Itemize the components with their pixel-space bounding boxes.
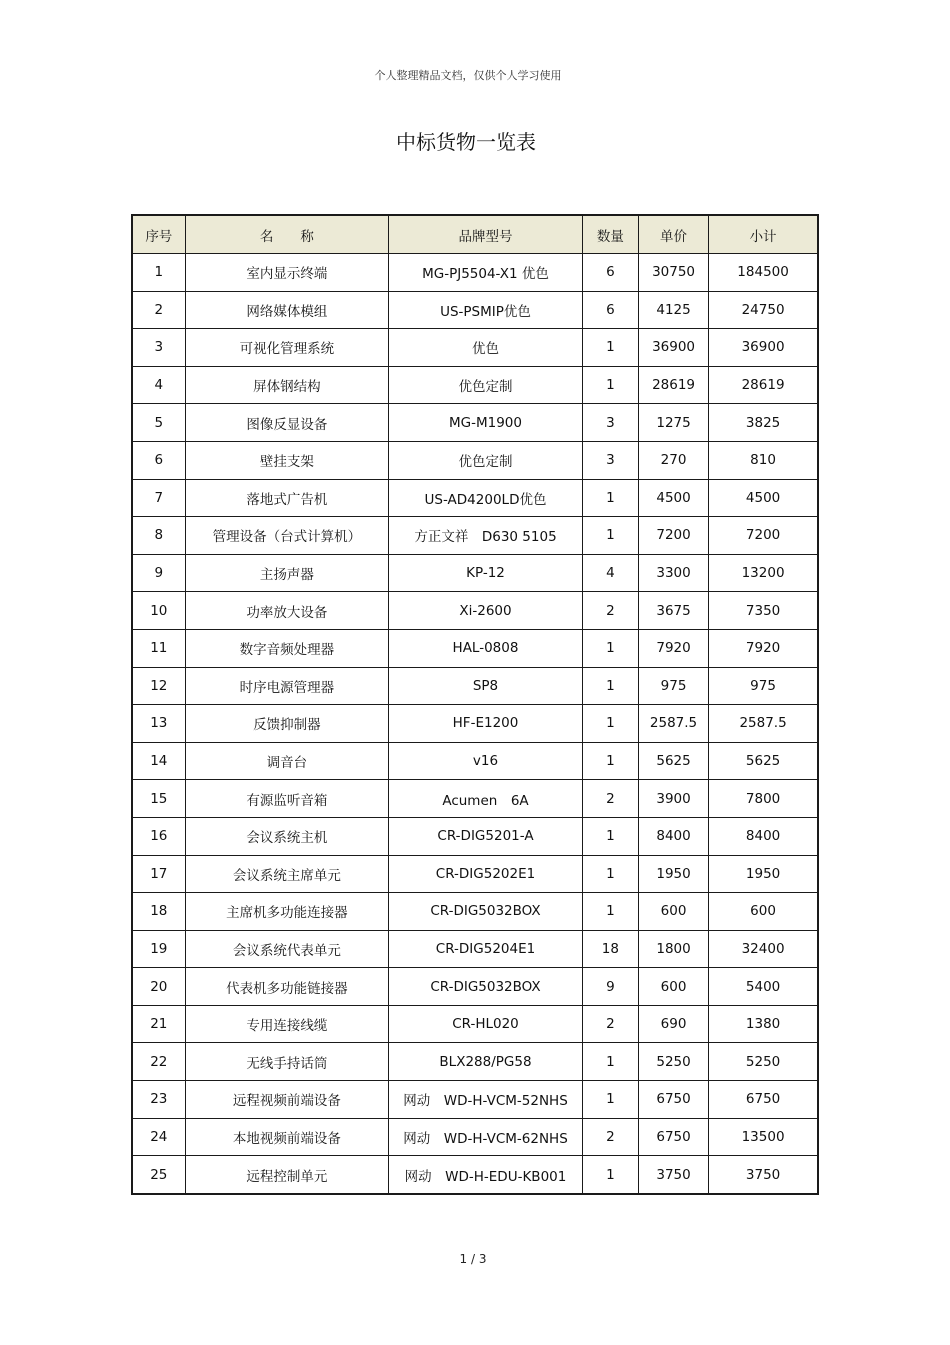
cell-name: 管理设备（台式计算机） — [185, 517, 389, 555]
cell-quantity: 1 — [582, 1043, 638, 1081]
cell-name: 无线手持话筒 — [185, 1043, 389, 1081]
cell-subtotal: 3825 — [709, 404, 818, 442]
cell-brand-model: HAL-0808 — [389, 629, 583, 667]
cell-name: 会议系统代表单元 — [185, 930, 389, 968]
cell-unit-price: 5250 — [638, 1043, 708, 1081]
cell-quantity: 1 — [582, 479, 638, 517]
cell-subtotal: 1380 — [709, 1005, 818, 1043]
header-brand-model: 品牌型号 — [389, 215, 583, 254]
table-row — [132, 366, 818, 404]
cell-subtotal: 24750 — [709, 291, 818, 329]
cell-quantity: 1 — [582, 855, 638, 893]
cell-unit-price: 6750 — [638, 1118, 708, 1156]
cell-serial-number: 18 — [132, 893, 185, 931]
cell-subtotal: 184500 — [709, 254, 818, 292]
cell-quantity: 3 — [582, 404, 638, 442]
cell-serial-number: 9 — [132, 554, 185, 592]
cell-unit-price: 600 — [638, 893, 708, 931]
cell-name: 壁挂支架 — [185, 441, 389, 479]
table-row — [132, 968, 818, 1006]
cell-unit-price: 5625 — [638, 742, 708, 780]
cell-brand-model: US-PSMIP优色 — [389, 291, 583, 329]
cell-serial-number: 5 — [132, 404, 185, 442]
cell-brand-model: v16 — [389, 742, 583, 780]
cell-subtotal: 7200 — [709, 517, 818, 555]
cell-serial-number: 6 — [132, 441, 185, 479]
cell-subtotal: 5625 — [709, 742, 818, 780]
cell-quantity: 1 — [582, 1156, 638, 1194]
cell-name: 图像反显设备 — [185, 404, 389, 442]
cell-brand-model: Acumen 6A — [389, 780, 583, 818]
cell-quantity: 1 — [582, 517, 638, 555]
cell-brand-model: Xi-2600 — [389, 592, 583, 630]
cell-name: 主席机多功能连接器 — [185, 893, 389, 931]
cell-serial-number: 14 — [132, 742, 185, 780]
header-quantity: 数量 — [582, 215, 638, 254]
cell-unit-price: 2587.5 — [638, 705, 708, 743]
table-row — [132, 893, 818, 931]
table-row — [132, 1156, 818, 1194]
table-row — [132, 254, 818, 292]
cell-name: 调音台 — [185, 742, 389, 780]
cell-brand-model: 优色定制 — [389, 441, 583, 479]
cell-brand-model: KP-12 — [389, 554, 583, 592]
cell-brand-model: CR-HL020 — [389, 1005, 583, 1043]
cell-quantity: 1 — [582, 629, 638, 667]
cell-unit-price: 8400 — [638, 817, 708, 855]
cell-subtotal: 13500 — [709, 1118, 818, 1156]
cell-name: 可视化管理系统 — [185, 329, 389, 367]
cell-unit-price: 7920 — [638, 629, 708, 667]
cell-serial-number: 13 — [132, 705, 185, 743]
cell-name: 功率放大设备 — [185, 592, 389, 630]
table-row — [132, 817, 818, 855]
cell-brand-model: US-AD4200LD优色 — [389, 479, 583, 517]
table-row — [132, 930, 818, 968]
cell-quantity: 1 — [582, 705, 638, 743]
cell-serial-number: 4 — [132, 366, 185, 404]
cell-brand-model: 方正文祥 D630 5105 — [389, 517, 583, 555]
cell-serial-number: 3 — [132, 329, 185, 367]
cell-serial-number: 11 — [132, 629, 185, 667]
cell-name: 屏体钢结构 — [185, 366, 389, 404]
cell-serial-number: 10 — [132, 592, 185, 630]
header-subtotal: 小计 — [709, 215, 818, 254]
cell-subtotal: 5250 — [709, 1043, 818, 1081]
cell-name: 时序电源管理器 — [185, 667, 389, 705]
cell-unit-price: 6750 — [638, 1081, 708, 1119]
cell-quantity: 1 — [582, 742, 638, 780]
cell-name: 代表机多功能链接器 — [185, 968, 389, 1006]
table-row — [132, 291, 818, 329]
cell-subtotal: 6750 — [709, 1081, 818, 1119]
cell-subtotal: 3750 — [709, 1156, 818, 1194]
cell-brand-model: 网动 WD-H-EDU-KB001 — [389, 1156, 583, 1194]
table-row — [132, 441, 818, 479]
cell-serial-number: 20 — [132, 968, 185, 1006]
cell-serial-number: 15 — [132, 780, 185, 818]
page-number: 1 / 3 — [459, 1252, 487, 1266]
cell-brand-model: SP8 — [389, 667, 583, 705]
cell-brand-model: CR-DIG5204E1 — [389, 930, 583, 968]
cell-name: 主扬声器 — [185, 554, 389, 592]
table-row — [132, 1081, 818, 1119]
cell-quantity: 1 — [582, 667, 638, 705]
table-row — [132, 517, 818, 555]
cell-subtotal: 7920 — [709, 629, 818, 667]
table-row — [132, 667, 818, 705]
table-row — [132, 742, 818, 780]
cell-quantity: 18 — [582, 930, 638, 968]
cell-serial-number: 8 — [132, 517, 185, 555]
cell-name: 会议系统主席单元 — [185, 855, 389, 893]
cell-serial-number: 17 — [132, 855, 185, 893]
cell-name: 专用连接线缆 — [185, 1005, 389, 1043]
cell-unit-price: 1950 — [638, 855, 708, 893]
cell-serial-number: 21 — [132, 1005, 185, 1043]
cell-name: 远程控制单元 — [185, 1156, 389, 1194]
table-row — [132, 1043, 818, 1081]
cell-unit-price: 1275 — [638, 404, 708, 442]
cell-quantity: 1 — [582, 329, 638, 367]
cell-name: 有源监听音箱 — [185, 780, 389, 818]
cell-subtotal: 810 — [709, 441, 818, 479]
table-row — [132, 629, 818, 667]
cell-name: 数字音频处理器 — [185, 629, 389, 667]
cell-unit-price: 4500 — [638, 479, 708, 517]
cell-brand-model: CR-DIG5032BOX — [389, 968, 583, 1006]
cell-subtotal: 5400 — [709, 968, 818, 1006]
cell-name: 网络媒体模组 — [185, 291, 389, 329]
cell-subtotal: 2587.5 — [709, 705, 818, 743]
table-row — [132, 329, 818, 367]
cell-quantity: 1 — [582, 1081, 638, 1119]
cell-quantity: 1 — [582, 893, 638, 931]
header-serial-number: 序号 — [132, 215, 185, 254]
cell-unit-price: 28619 — [638, 366, 708, 404]
cell-serial-number: 1 — [132, 254, 185, 292]
cell-serial-number: 23 — [132, 1081, 185, 1119]
cell-brand-model: HF-E1200 — [389, 705, 583, 743]
cell-subtotal: 36900 — [709, 329, 818, 367]
cell-subtotal: 600 — [709, 893, 818, 931]
goods-table — [131, 214, 819, 1195]
cell-quantity: 1 — [582, 817, 638, 855]
cell-name: 本地视频前端设备 — [185, 1118, 389, 1156]
cell-brand-model: MG-M1900 — [389, 404, 583, 442]
cell-serial-number: 19 — [132, 930, 185, 968]
cell-unit-price: 1800 — [638, 930, 708, 968]
cell-serial-number: 24 — [132, 1118, 185, 1156]
header-row — [132, 215, 818, 254]
cell-brand-model: 优色定制 — [389, 366, 583, 404]
cell-subtotal: 28619 — [709, 366, 818, 404]
cell-serial-number: 2 — [132, 291, 185, 329]
header-unit-price: 单价 — [638, 215, 708, 254]
cell-serial-number: 16 — [132, 817, 185, 855]
cell-brand-model: BLX288/PG58 — [389, 1043, 583, 1081]
table-row — [132, 1005, 818, 1043]
cell-serial-number: 7 — [132, 479, 185, 517]
cell-subtotal: 13200 — [709, 554, 818, 592]
table-row — [132, 780, 818, 818]
header-note: 个人整理精品文档，仅供个人学习使用 — [374, 69, 562, 82]
cell-unit-price: 270 — [638, 441, 708, 479]
cell-unit-price: 690 — [638, 1005, 708, 1043]
cell-subtotal: 7350 — [709, 592, 818, 630]
cell-quantity: 2 — [582, 1118, 638, 1156]
cell-subtotal: 1950 — [709, 855, 818, 893]
cell-unit-price: 3300 — [638, 554, 708, 592]
cell-brand-model: CR-DIG5201-A — [389, 817, 583, 855]
table-row — [132, 1118, 818, 1156]
cell-unit-price: 3900 — [638, 780, 708, 818]
table-row — [132, 554, 818, 592]
cell-quantity: 3 — [582, 441, 638, 479]
cell-unit-price: 30750 — [638, 254, 708, 292]
table-body — [132, 254, 818, 1194]
cell-brand-model: 优色 — [389, 329, 583, 367]
cell-quantity: 1 — [582, 366, 638, 404]
cell-name: 会议系统主机 — [185, 817, 389, 855]
table-row — [132, 404, 818, 442]
cell-quantity: 2 — [582, 592, 638, 630]
cell-name: 室内显示终端 — [185, 254, 389, 292]
cell-unit-price: 3750 — [638, 1156, 708, 1194]
cell-brand-model: MG-PJ5504-X1 优色 — [389, 254, 583, 292]
table-row — [132, 855, 818, 893]
cell-subtotal: 7800 — [709, 780, 818, 818]
cell-quantity: 6 — [582, 291, 638, 329]
table-row — [132, 479, 818, 517]
cell-quantity: 2 — [582, 780, 638, 818]
cell-subtotal: 4500 — [709, 479, 818, 517]
cell-unit-price: 3675 — [638, 592, 708, 630]
cell-subtotal: 8400 — [709, 817, 818, 855]
cell-name: 反馈抑制器 — [185, 705, 389, 743]
table-header — [132, 215, 818, 254]
document-title: 中标货物一览表 — [396, 130, 536, 154]
cell-unit-price: 36900 — [638, 329, 708, 367]
cell-brand-model: CR-DIG5032BOX — [389, 893, 583, 931]
table-row — [132, 705, 818, 743]
cell-unit-price: 4125 — [638, 291, 708, 329]
cell-unit-price: 7200 — [638, 517, 708, 555]
header-name: 名 称 — [185, 215, 389, 254]
cell-brand-model: 网动 WD-H-VCM-52NHS — [389, 1081, 583, 1119]
cell-unit-price: 975 — [638, 667, 708, 705]
cell-subtotal: 975 — [709, 667, 818, 705]
cell-serial-number: 25 — [132, 1156, 185, 1194]
cell-quantity: 2 — [582, 1005, 638, 1043]
cell-quantity: 9 — [582, 968, 638, 1006]
cell-name: 落地式广告机 — [185, 479, 389, 517]
cell-unit-price: 600 — [638, 968, 708, 1006]
cell-brand-model: CR-DIG5202E1 — [389, 855, 583, 893]
cell-name: 远程视频前端设备 — [185, 1081, 389, 1119]
cell-serial-number: 22 — [132, 1043, 185, 1081]
cell-quantity: 4 — [582, 554, 638, 592]
cell-serial-number: 12 — [132, 667, 185, 705]
cell-quantity: 6 — [582, 254, 638, 292]
cell-brand-model: 网动 WD-H-VCM-62NHS — [389, 1118, 583, 1156]
cell-subtotal: 32400 — [709, 930, 818, 968]
table-row — [132, 592, 818, 630]
